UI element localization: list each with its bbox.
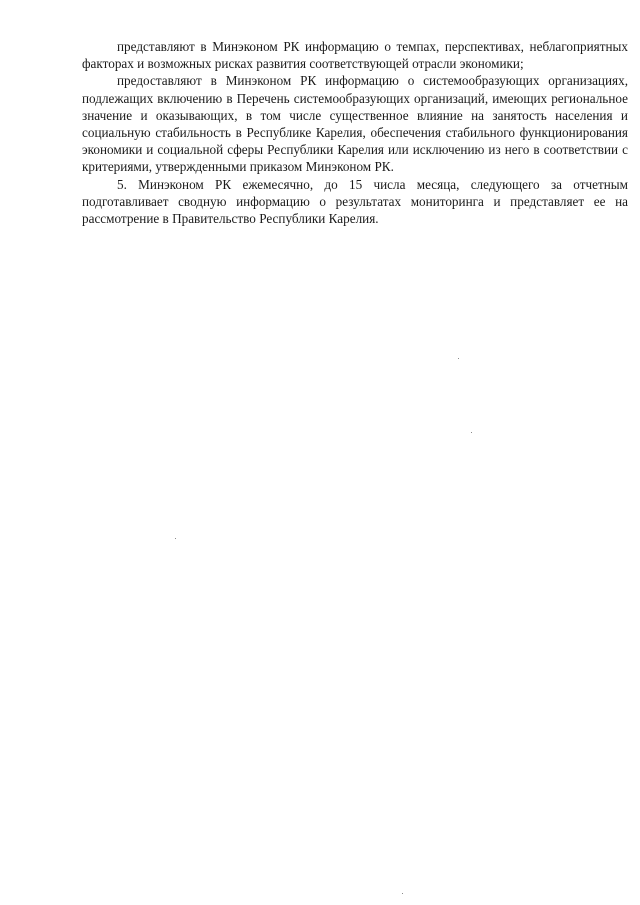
paragraph-report-economy-risks: представляют в Минэконом РК информацию о темпах, перспективах, неблагоприятных факторах и возможных рисках развития соответствующей отрасли экономики; — [82, 39, 628, 72]
scan-speck — [402, 893, 403, 894]
paragraph-system-organizations: предоставляют в Минэконом РК информацию о системообразующих организациях, подлежащих включению в Перечень системообразующих организаций, имеющих региональное значение и оказывающих, в том числе существенное влияние на занятость населения и социальную стабильность в Республике Карелия, обеспечения стабильного функционирования экономики и социальной сферы Республики Карелия или исключению из него в соответствии с критериями, утвержденными приказом Минэконом РК. — [82, 73, 628, 175]
scan-speck — [458, 358, 459, 359]
paragraph-monthly-monitoring: 5. Минэконом РК ежемесячно, до 15 числа месяца, следующего за отчетным подготавливает сводную информацию о результатах мониторинга и представляет ее на рассмотрение в Правительство Республики Карелия. — [82, 176, 628, 227]
document-body — [82, 38, 628, 227]
scan-speck — [471, 432, 472, 433]
scan-speck — [175, 538, 176, 539]
